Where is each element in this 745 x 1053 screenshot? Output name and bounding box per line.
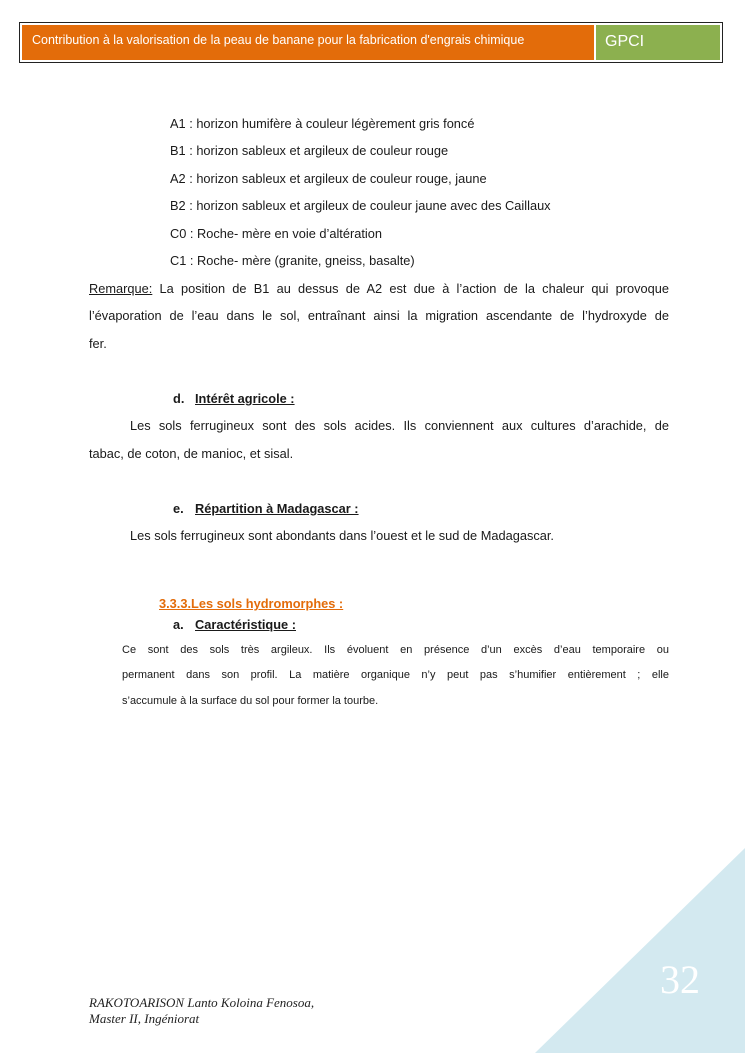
subsection-line-2: permanent dans son profil. La matière organique n’y peut pas s’humifier entièrement ; elle (122, 669, 669, 681)
subsection-line-1: Ce sont des sols très argileux. Ils évoluent en présence d’un excès d’eau temporaire ou (122, 644, 669, 656)
page-header (19, 22, 723, 63)
remarque-label: Remarque: (89, 281, 153, 296)
subsection-heading: 3.3.3.Les sols hydromorphes : (159, 596, 344, 611)
remarque-line-3: fer. (89, 336, 107, 351)
horizon-a2: A2 : horizon sableux et argileux de couleur rouge, jaune (170, 171, 487, 186)
section-d-line-2: tabac, de coton, de manioc, et sisal. (89, 446, 294, 461)
horizon-a1: A1 : horizon humifère à couleur légèrement gris foncé (170, 116, 475, 131)
footer-author (89, 995, 314, 1027)
remarque-line-1 (89, 281, 669, 296)
section-e-heading: Répartition à Madagascar : (195, 501, 359, 516)
section-d-line-1: Les sols ferrugineux sont des sols acides. Ils conviennent aux cultures d’arachide, de (130, 418, 669, 433)
horizon-c0: C0 : Roche- mère en voie d’altération (170, 226, 382, 241)
remarque-line-2: l’évaporation de l’eau dans le sol, entraînant ainsi la migration ascendante de l’hydroxyde de (89, 308, 669, 323)
section-e-line-1: Les sols ferrugineux sont abondants dans l’ouest et le sud de Madagascar. (130, 528, 554, 543)
remarque-text-1: La position de B1 au dessus de A2 est due à l’action de la chaleur qui provoque (159, 281, 669, 296)
footer-line-2: Master II, Ingéniorat (89, 1011, 200, 1026)
horizon-c1: C1 : Roche- mère (granite, gneiss, basalte) (170, 253, 415, 268)
horizon-b2: B2 : horizon sableux et argileux de couleur jaune avec des Caillaux (170, 198, 551, 213)
subsection-line-3: s’accumule à la surface du sol pour former la tourbe. (122, 695, 379, 707)
header-title: Contribution à la valorisation de la peau de banane pour la fabrication d'engrais chimique (22, 25, 594, 60)
subsection-a-letter: a. (173, 617, 184, 632)
subsection-a-heading: Caractéristique : (195, 617, 296, 632)
section-d-letter: d. (173, 391, 185, 406)
horizon-b1: B1 : horizon sableux et argileux de couleur rouge (170, 143, 449, 158)
footer-line-1: RAKOTOARISON Lanto Koloina Fenosoa, (89, 995, 315, 1010)
section-e-letter: e. (173, 501, 184, 516)
corner-decoration (535, 848, 745, 1053)
header-tag: GPCI (596, 25, 720, 60)
section-d-heading: Intérêt agricole : (195, 391, 295, 406)
page-number: 32 (660, 957, 700, 1002)
